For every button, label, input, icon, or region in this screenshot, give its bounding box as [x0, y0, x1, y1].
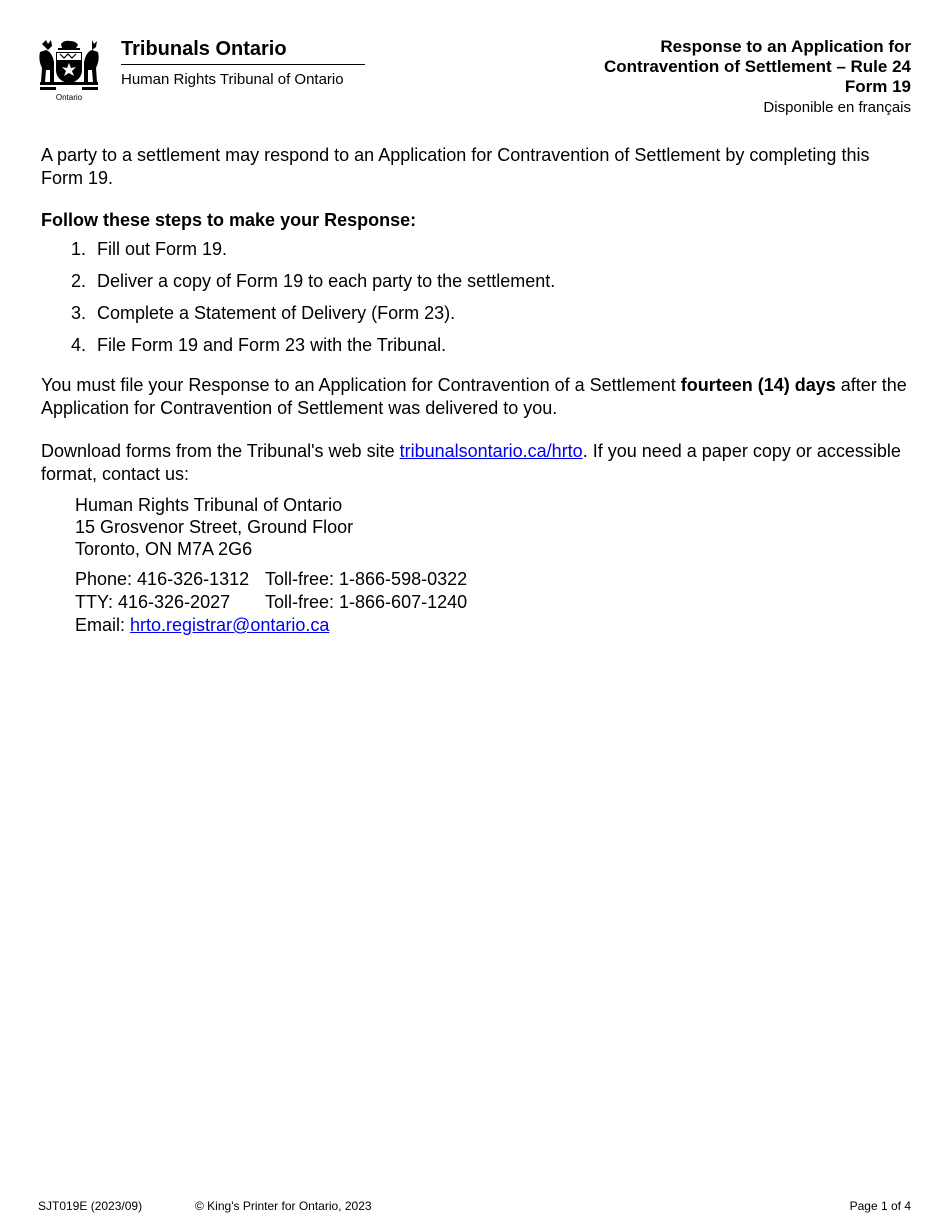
mailing-address [75, 494, 911, 560]
steps-list [41, 238, 911, 357]
organization-block [121, 37, 365, 90]
page-number: Page 1 of 4 [849, 1199, 911, 1213]
organization-name: Tribunals Ontario [121, 38, 287, 60]
step-text: File Form 19 and Form 23 with the Tribunal. [97, 335, 447, 355]
step-number: 4. [71, 335, 87, 355]
step-text: Fill out Form 19. [97, 239, 228, 259]
form-title-line-2: Contravention of Settlement – Rule 24 [604, 57, 911, 76]
email-label: Email: [75, 615, 131, 635]
address-line-3: Toronto, ON M7A 2G6 [75, 539, 253, 559]
step-number: 1. [71, 239, 87, 259]
deadline-emphasis: fourteen (14) days [680, 375, 836, 395]
download-text-after: . If you need a paper copy or accessible format, contact us: [41, 441, 901, 484]
steps-heading: Follow these steps to make your Response: [41, 210, 417, 230]
contact-details [75, 568, 911, 637]
step-number: 2. [71, 271, 87, 291]
tty-tollfree: Toll-free: 1-866-607-1240 [265, 592, 468, 612]
email-link[interactable]: hrto.registrar@ontario.ca [130, 615, 330, 635]
tty-row [75, 591, 911, 614]
form-instructions [41, 144, 911, 637]
phone-row [75, 568, 911, 591]
step-item [71, 270, 911, 293]
tribunal-website-link[interactable]: tribunalsontario.ca/hrto [399, 441, 583, 461]
coat-of-arms-icon [36, 38, 102, 96]
organization-divider [121, 64, 365, 65]
deadline-paragraph [41, 374, 911, 420]
email-row [75, 614, 911, 637]
phone-tollfree: Toll-free: 1-866-598-0322 [265, 569, 468, 589]
step-item [71, 302, 911, 325]
deadline-text-before: You must file your Response to an Application for Contravention of a Settlement [41, 375, 681, 395]
phone-number: Phone: 416-326-1312 [75, 569, 250, 589]
copyright-notice: © King's Printer for Ontario, 2023 [195, 1199, 372, 1213]
tty-number: TTY: 416-326-2027 [75, 592, 231, 612]
tribunal-name: Human Rights Tribunal of Ontario [121, 71, 344, 88]
form-number: Form 19 [844, 77, 911, 96]
step-text: Complete a Statement of Delivery (Form 23). [97, 303, 456, 323]
address-line-1: Human Rights Tribunal of Ontario [75, 495, 343, 515]
step-number: 3. [71, 303, 87, 323]
form-code: SJT019E (2023/09) [38, 1199, 143, 1213]
deadline-text-after: after the Application for Contravention of Settlement was delivered to you. [41, 375, 907, 418]
step-item [71, 334, 911, 357]
address-line-2: 15 Grosvenor Street, Ground Floor [75, 517, 354, 537]
form-title-block [491, 37, 911, 118]
intro-paragraph: A party to a settlement may respond to an Application for Contravention of Settlement by completing this Form 19. [41, 145, 870, 188]
download-text-before: Download forms from the Tribunal's web site [41, 441, 400, 461]
step-text: Deliver a copy of Form 19 to each party to the settlement. [97, 271, 556, 291]
step-item [71, 238, 911, 261]
form-title-line-1: Response to an Application for [660, 37, 911, 56]
download-paragraph [41, 440, 911, 486]
french-availability-note: Disponible en français [763, 99, 911, 116]
logo-caption: Ontario [55, 93, 83, 102]
